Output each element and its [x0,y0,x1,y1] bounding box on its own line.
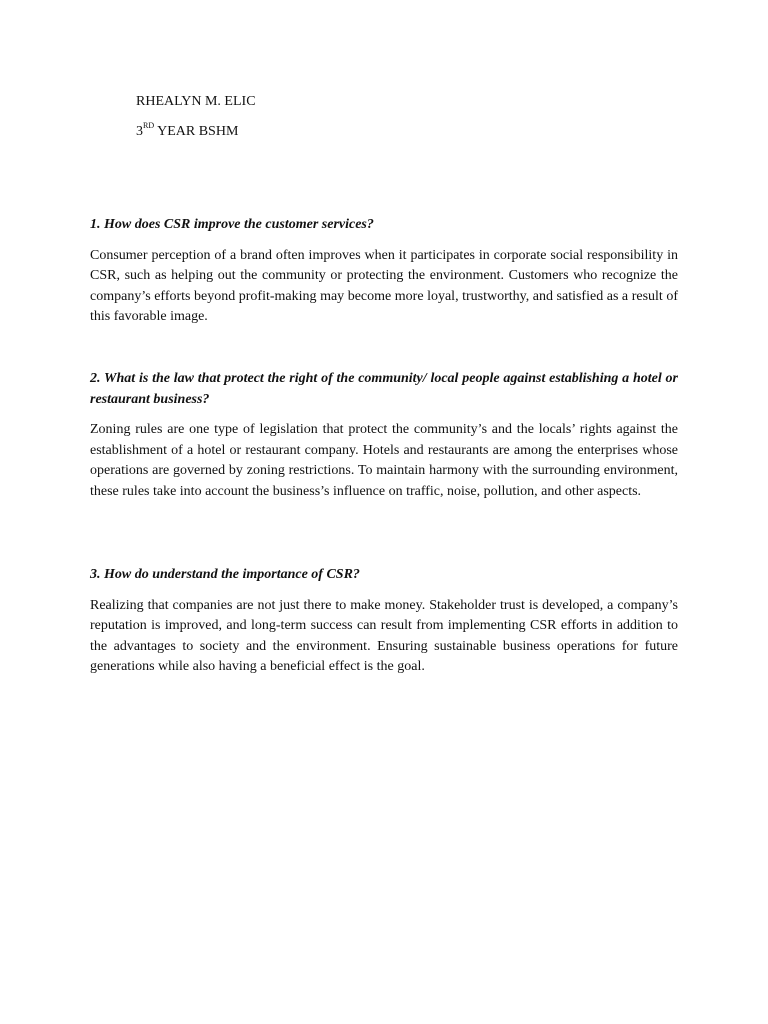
question-block-3 [90,565,678,678]
question-heading-1: 1. How does CSR improve the customer services? [90,217,374,232]
author-header [136,92,256,152]
question-heading-3: 3. How do understand the importance of CSR? [90,567,360,582]
year-ordinal-suffix: RD [143,121,155,131]
question-heading-2: 2. What is the law that protect the right of the community/ local people against establishing a hotel or restaurant business? [90,371,678,407]
question-block-1 [90,215,678,328]
author-year [136,122,256,142]
year-number: 3 [136,124,143,139]
answer-paragraph-1: Consumer perception of a brand often improves when it participates in corporate social responsibility in CSR, such as helping out the community or protecting the environment. Customers who recognize the company’s efforts beyond profit-making may become more loyal, trustworthy, and satisfied as a result of this favorable image. [90,247,678,325]
answer-paragraph-3: Realizing that companies are not just there to make money. Stakeholder trust is developed, a company’s reputation is improved, and long-term success can result from implementing CSR efforts in addition to the advantages to society and the environment. Ensuring sustainable business operations for future generations while also having a beneficial effect is the goal. [90,597,678,675]
answer-paragraph-2: Zoning rules are one type of legislation that protect the community’s and the locals’ rights against the establishment of a hotel or restaurant company. Hotels and restaurants are among the enterprises whose operations are governed by zoning restrictions. To maintain harmony with the surrounding environment, these rules take into account the business’s influence on traffic, noise, pollution, and other aspects. [90,422,678,499]
question-block-2 [90,369,678,502]
author-name: RHEALYN M. ELIC [136,94,256,109]
year-program: YEAR BSHM [154,124,239,139]
